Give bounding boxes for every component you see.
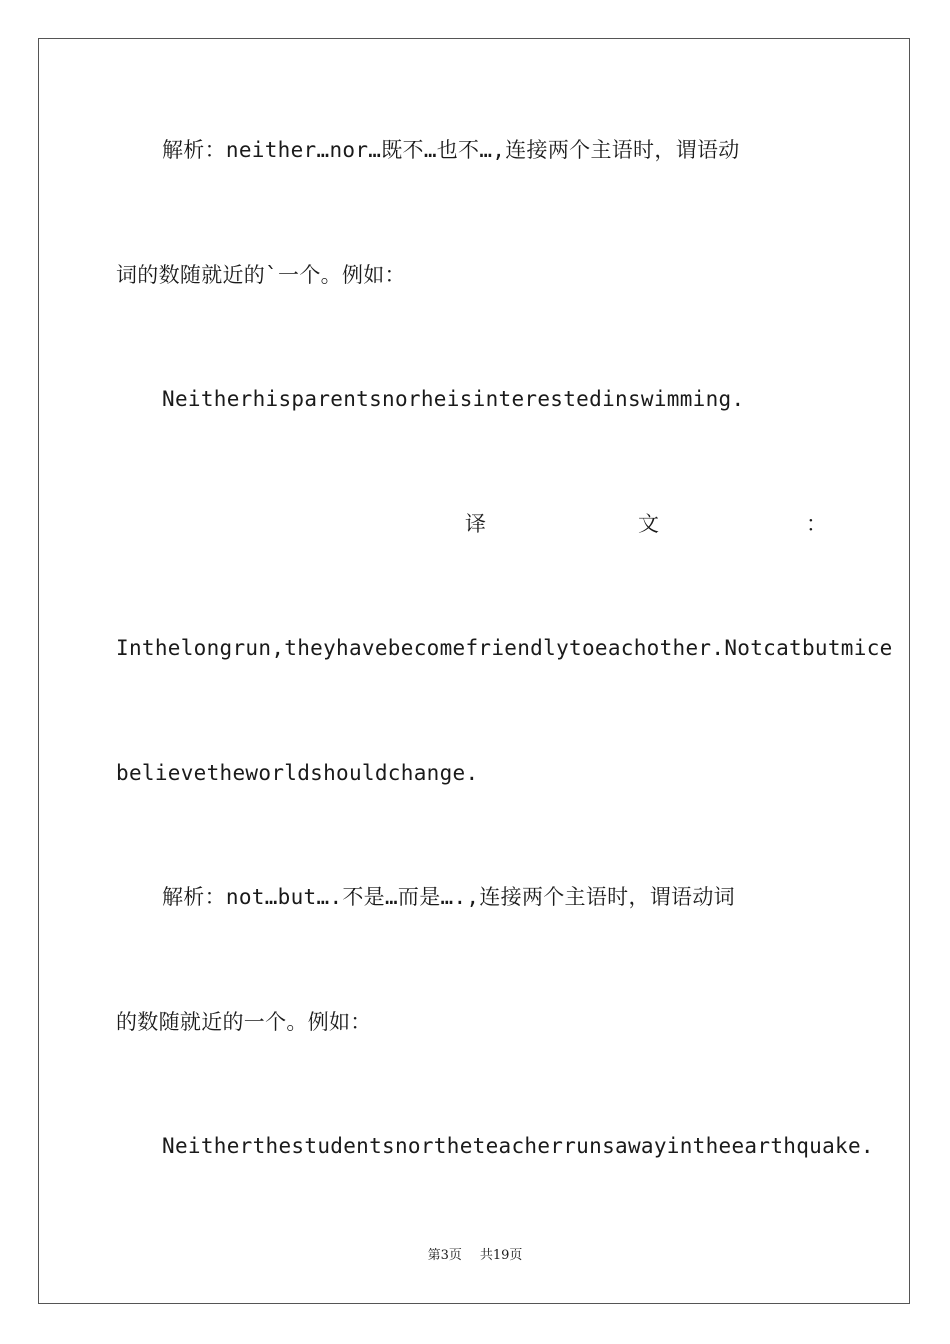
page-footer — [0, 1246, 950, 1266]
page-number-total: 共19页 — [479, 1248, 523, 1263]
translation-text-line-1: Inthelongrun,theyhavebecomefriendlytoeachother.Notcatbutmice — [116, 636, 893, 660]
paragraph-analysis-2-line-1: 解析：not…but….不是…而是….,连接两个主语时，谓语动词 — [162, 885, 735, 909]
translation-char-1: 译 — [465, 512, 486, 536]
paragraph-analysis-1-line-1: 解析：neither…nor…既不…也不…,连接两个主语时，谓语动 — [162, 138, 740, 162]
translation-colon: ： — [806, 512, 827, 536]
example-sentence-2: Neitherthestudentsnortheteacherrunsawayintheearthquake. — [162, 1134, 874, 1158]
page-frame — [38, 38, 910, 1304]
paragraph-analysis-2-line-2: 的数随就近的一个。例如： — [116, 1010, 372, 1034]
translation-char-2: 文 — [638, 512, 659, 536]
page-number-current: 第3页 — [427, 1248, 462, 1263]
translation-text-line-2: believetheworldshouldchange. — [116, 761, 479, 785]
paragraph-analysis-1-line-2: 词的数随就近的`一个。例如： — [116, 263, 406, 287]
example-sentence-1: Neitherhisparentsnorheisinterestedinswimming. — [162, 387, 745, 411]
